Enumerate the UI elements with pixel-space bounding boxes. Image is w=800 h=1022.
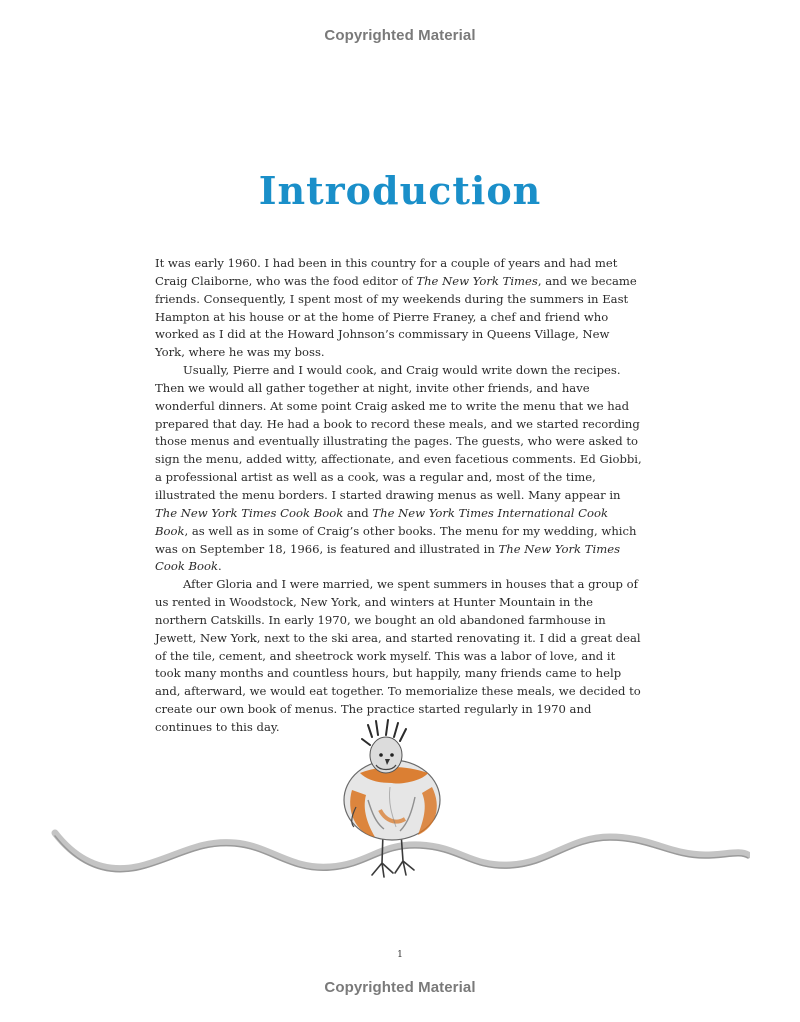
- chapter-title: Introduction: [258, 168, 542, 213]
- copyright-watermark-bottom: Copyrighted Material: [324, 979, 476, 996]
- paragraph-2: Usually, Pierre and I would cook, and Craig would write down the recipes. Then we would all gather together at night, invite other friends, and have wonderful dinners. At some point Craig asked me to write the menu that we had prepared that day. He had a book to record these meals, and we started recording those menus and eventually illustrating the pages. The guests, who were asked to sign the menu, added witty, affectionate, and even facetious comments. Ed Giobbi, a professional artist as well as a cook, was a regular and, most of the time, illustrated the menu borders. I started drawing menus as well. Many appear in The New York Times Cook Book and The New York Times International Cook Book, as well as in some of Craig’s other books. The menu for my wedding, which was on September 18, 1966, is featured and illustrated in The New York Times Cook Book.: [155, 363, 642, 574]
- page-number: 1: [397, 950, 403, 960]
- body-text: [155, 255, 643, 737]
- copyright-watermark-top: Copyrighted Material: [324, 27, 476, 44]
- paragraph-3: After Gloria and I were married, we spent summers in houses that a group of us rented in Woodstock, New York, and winters at Hunter Mountain in the northern Catskills. In early 1970, we bought an old abandoned farmhouse in Jewett, New York, next to the ski area, and started renovating it. I did a great deal of the tile, cement, and sheetrock work myself. This was a labor of love, and it took many months and countless hours, but happily, many friends came to help and, afterward, we would eat together. To memorialize these meals, we decided to create our own book of menus. The practice started regularly in 1970 and continues to this day.: [155, 577, 641, 734]
- paragraph-1: It was early 1960. I had been in this country for a couple of years and had met Craig Claiborne, who was the food editor of The New York Times, and we became friends. Consequently, I spent most of my weekends during the summers in East Hampton at his house or at the home of Pierre Franey, a chef and friend who worked as I did at the Howard Johnson’s commissary in Queens Village, New York, where he was my boss.: [155, 256, 637, 360]
- chicken-illustration: [50, 715, 750, 890]
